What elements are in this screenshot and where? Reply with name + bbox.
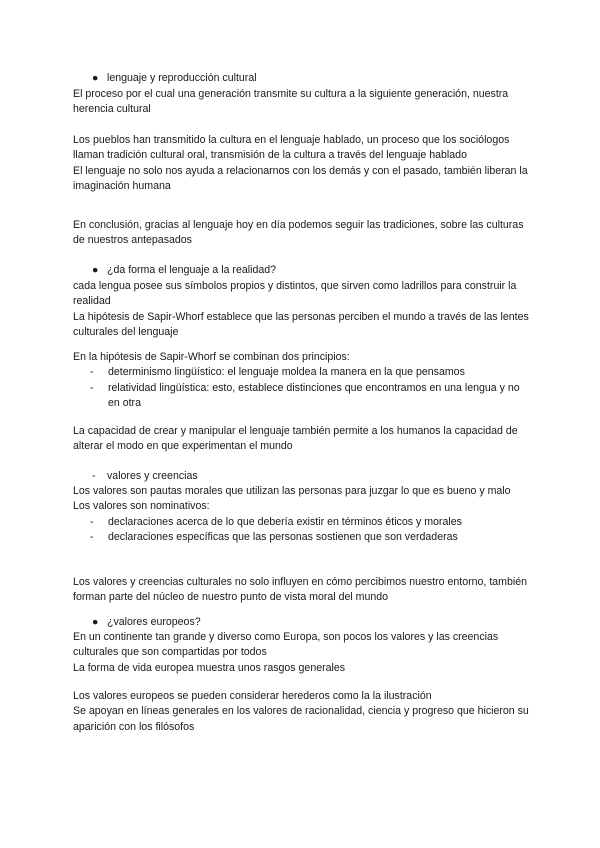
- bullet-text: ¿valores europeos?: [107, 616, 201, 628]
- dash-item: [73, 365, 533, 380]
- section-ilustracion: [73, 689, 533, 735]
- section-conclusion: [73, 218, 533, 249]
- bullet-mark: ●: [92, 264, 99, 276]
- section-europa: [73, 630, 533, 676]
- bullet-item-europeos: [92, 615, 532, 630]
- dash-text: declaraciones acerca de lo que debería existir en términos éticos y morales: [108, 515, 462, 528]
- dash-text: determinismo lingüístico: el lenguaje moldea la manera en la que pensamos: [108, 366, 465, 379]
- bullet-text: ¿da forma el lenguaje a la realidad?: [107, 264, 277, 276]
- paragraph: Los valores son pautas morales que utilizan las personas para juzgar lo que es bueno y malo: [73, 485, 511, 497]
- paragraph: Los valores y creencias culturales no solo influyen en cómo percibimos nuestro entorno, también forman parte del núcleo de nuestro punto de vista moral del mundo: [73, 576, 528, 604]
- section-creencias: [73, 575, 533, 606]
- dash-mark: -: [90, 531, 94, 544]
- section-valores: [73, 484, 533, 546]
- dash-mark: -: [90, 381, 94, 394]
- paragraph: El proceso por el cual una generación transmite su cultura a la siguiente generación, nuestra herencia cultural: [73, 88, 509, 116]
- section-sapir-whorf: [73, 350, 533, 412]
- section-lenguaje: [73, 87, 533, 118]
- bullet-mark: ●: [92, 616, 99, 628]
- paragraph: La hipótesis de Sapir-Whorf establece que las personas perciben el mundo a través de las lentes culturales del lenguaje: [73, 310, 529, 339]
- bullet-text: lenguaje y reproducción cultural: [107, 72, 257, 84]
- paragraph: En la hipótesis de Sapir-Whorf se combinan dos principios:: [73, 351, 350, 363]
- dash-mark: -: [90, 366, 94, 379]
- bullet-mark: ●: [92, 72, 99, 84]
- dash-item: [73, 381, 533, 412]
- section-tradicion: [73, 133, 533, 195]
- bullet-item-valores: [92, 469, 532, 484]
- dash-item: [73, 530, 533, 545]
- dash-text: relatividad lingüística: esto, establece distinciones que encontramos en una lengua y no en otra: [108, 381, 520, 410]
- bullet-item-realidad: [92, 263, 532, 278]
- paragraph: Los pueblos han transmitido la cultura en el lenguaje hablado, un proceso que los sociólogos llaman tradición cultural oral, transmisión de la cultura a través del lenguaje hablado: [73, 134, 510, 162]
- dash-item: [73, 515, 533, 530]
- dash-mark: -: [90, 515, 94, 528]
- paragraph: En un continente tan grande y diverso como Europa, son pocos los valores y las creencias culturales que son compartidas por todos: [73, 631, 499, 659]
- section-realidad: [73, 279, 533, 341]
- dash-text: declaraciones específicas que las personas sostienen que son verdaderas: [108, 531, 458, 544]
- paragraph: cada lengua posee sus símbolos propios y distintos, que sirven como ladrillos para construir la realidad: [73, 280, 517, 308]
- bullet-item-lenguaje: [92, 71, 532, 86]
- bullet-mark: -: [92, 470, 96, 482]
- paragraph: Los valores son nominativos:: [73, 500, 210, 513]
- section-capacidad: [73, 424, 533, 455]
- paragraph: Se apoyan en líneas generales en los valores de racionalidad, ciencia y progreso que hicieron su aparición con los filósofos: [73, 705, 529, 733]
- paragraph: La capacidad de crear y manipular el lenguaje también permite a los humanos la capacidad de alterar el modo en que experimentan el mundo: [73, 425, 518, 453]
- paragraph: En conclusión, gracias al lenguaje hoy en día podemos seguir las tradiciones, sobre las culturas de nuestros antepasados: [73, 219, 524, 247]
- paragraph: La forma de vida europea muestra unos rasgos generales: [73, 661, 346, 674]
- paragraph: Los valores europeos se pueden considerar herederos como la la ilustración: [73, 690, 432, 702]
- bullet-text: valores y creencias: [107, 470, 198, 482]
- paragraph: El lenguaje no solo nos ayuda a relacionarnos con los demás y con el pasado, también liberan la imaginación humana: [73, 164, 528, 193]
